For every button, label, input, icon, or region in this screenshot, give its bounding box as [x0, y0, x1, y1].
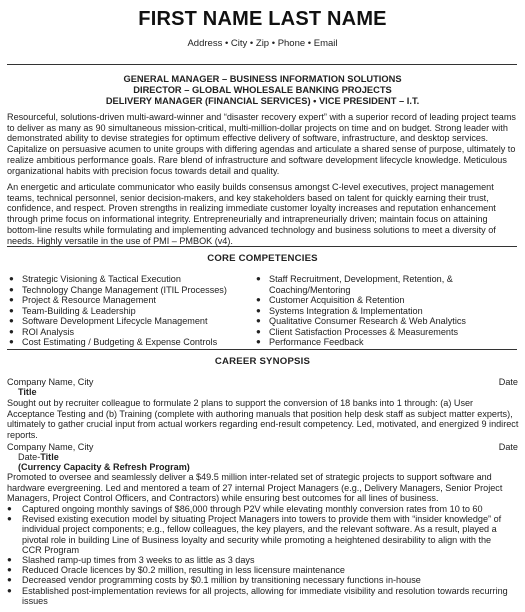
career-divider — [7, 349, 517, 350]
bullet-icon: ● — [256, 295, 261, 304]
bullet-icon: ● — [256, 274, 261, 283]
competency-item: ● Team-Building & Leadership — [9, 305, 136, 316]
competency-item: ● Project & Resource Management — [9, 295, 156, 305]
achievement-item: ● Decreased vendor programming costs by $0.1 million by transitioning necessary functions in-house — [7, 575, 421, 586]
summary-paragraph-1: Resourceful, solutions-driven multi-award-winner and “disaster recovery expert” with a superior record of leading project teams to deliver as many as 90 simultaneous mission-critical, multi-million-dollar projects on time and on budget. Strong leader with demonstrated ability to devise strategies for optimum effective delivery of software, infrastructure, and desktop services. Capitalize on persuasive acumen to unite groups with differing agendas and articulate a shared sense of purpose, ultimately to realize ambitious performance goals. Rare blend of infrastructure and software development lifecycle knowledge. Meticulous organizational habits with precision focus towards detail and quality. — [7, 112, 516, 176]
bullet-icon: ● — [9, 337, 14, 346]
job-2-header — [7, 442, 518, 453]
header-divider — [7, 64, 517, 65]
bullet-icon: ● — [9, 305, 14, 315]
competency-item: ● Performance Feedback — [256, 337, 364, 347]
job-1-company: Company Name, City — [7, 377, 94, 387]
bullet-icon: ● — [9, 295, 14, 304]
job-1-description: Sought out by recruiter colleague to formulate 2 plans to support the conversion of 18 banks into 1 through: (a) User Acceptance Testing and (b) Training (complete with authoring manuals that position help desk staff as subject matter experts), ultimately to gather crucial input from actual workers regarding end-result competency. Led, motivated, and energized 9 indirect reports. — [7, 398, 519, 441]
job-2-title: Title — [40, 452, 59, 462]
competency-item: ● Customer Acquisition & Retention — [256, 295, 405, 305]
bullet-icon: ● — [7, 585, 12, 595]
job-1-title: Title — [18, 387, 37, 397]
career-heading: CAREER SYNOPSIS — [214, 356, 311, 367]
competencies-heading: CORE COMPETENCIES — [207, 253, 318, 264]
competency-item: ● Qualitative Consumer Research & Web Analytics — [256, 316, 466, 326]
summary-paragraph-2: An energetic and articulate communicator who easily builds consensus amongst C-level executives, project management teams, technical personnel, senior decision-makers, and key stakeholders based on talent for quickly earning their trust, confidence, and respect. Proven strengths in realizing immediate customer loyalty increases and reputation enhancement through prime focus on informational integrity. Entrepreneurially and intrapreneurially driven; maintain focus on attaining bottom-line results while formulating and implementing advanced technology and business solutions to meet a diversity of needs. Highly versatile in the use of PMI – PMBOK (v4). — [7, 182, 496, 246]
competency-item: ● ROI Analysis — [9, 326, 75, 337]
achievement-item: ● Captured ongoing monthly savings of $86,000 through P2V while elevating monthly conversion rates from 10 to 60 — [7, 504, 483, 514]
job-1-date: Date — [498, 377, 518, 387]
bullet-icon: ● — [7, 514, 12, 524]
bullet-icon: ● — [9, 326, 14, 336]
bullet-icon: ● — [9, 316, 14, 325]
competency-item: ● Cost Estimating / Budgeting & Expense Controls — [9, 337, 218, 347]
competency-item: ● Staff Recruitment, Development, Retention, & Coaching/Mentoring — [256, 274, 453, 295]
bullet-icon: ● — [7, 575, 12, 585]
bullet-icon: ● — [256, 305, 261, 315]
job-1-header — [7, 377, 518, 388]
bullet-icon: ● — [9, 274, 14, 283]
job-2-description: Promoted to oversee and seamlessly deliver a $49.5 million inter-related set of strategic projects to support software and hardware evergreening. Led and mentored a team of 27 internal Project Managers (e.g., Delivery Managers, Senior Project Managers, Project Control Officers, and Contractors) while ensuring best outcomes for all lines of business. — [7, 472, 503, 504]
bullet-icon: ● — [256, 326, 261, 336]
competency-item: ● Systems Integration & Implementation — [256, 305, 423, 316]
contact-line: Address • City • Zip • Phone • Email — [187, 38, 338, 49]
bullet-icon: ● — [256, 337, 261, 346]
bullet-icon: ● — [256, 316, 261, 325]
headline-line-2: DIRECTOR – GLOBAL WHOLESALE BANKING PROJECTS — [133, 84, 392, 95]
competency-item: ● Software Development Lifecycle Management — [9, 316, 208, 326]
bullet-icon: ● — [7, 565, 12, 575]
job-2-subtitle: (Currency Capacity & Refresh Program) — [18, 462, 190, 472]
achievement-item: ● Slashed ramp-up times from 3 weeks to as little as 3 days — [7, 555, 255, 566]
candidate-name: FIRST NAME LAST NAME — [138, 8, 387, 30]
headline-line-3: DELIVERY MANAGER (FINANCIAL SERVICES) • VICE PRESIDENT – I.T. — [105, 95, 420, 106]
competency-item: ● Strategic Visioning & Tactical Execution — [9, 274, 181, 284]
achievement-item: ● Reduced Oracle licences by $0.2 million, resulting in less licensure maintenance — [7, 565, 345, 576]
job-2-date: Date — [498, 442, 518, 452]
bullet-icon: ● — [7, 504, 12, 513]
competencies-left-list — [9, 274, 254, 348]
competencies-divider — [7, 246, 517, 247]
competency-item: ● Technology Change Management (ITIL Processes) — [9, 284, 227, 295]
headline-line-1: GENERAL MANAGER – BUSINESS INFORMATION SOLUTIONS — [123, 74, 402, 84]
achievement-item: ● Revised existing execution model by situating Project Managers into towers to provide them with “insider knowledge” of individual project components; e.g., fellow colleagues, the key players, and the relevant software. As a result, played a pivotal role in building Line of Business loyalty and security while promoting a heightened desirability to align with the CCR Program — [7, 514, 502, 555]
bullet-icon: ● — [7, 555, 12, 565]
job-2-company: Company Name, City — [7, 442, 94, 452]
achievement-item: ● Established post-implementation reviews for all projects, allowing for immediate visibility and resolution towards recurring issues — [7, 585, 508, 606]
headline-block — [0, 74, 525, 106]
job-2-title-prefix: Date- — [18, 452, 41, 462]
competency-item: ● Client Satisfaction Processes & Measurements — [256, 326, 459, 337]
job-2-achievements — [7, 504, 512, 606]
competencies-right-list — [256, 274, 496, 348]
bullet-icon: ● — [9, 284, 14, 294]
